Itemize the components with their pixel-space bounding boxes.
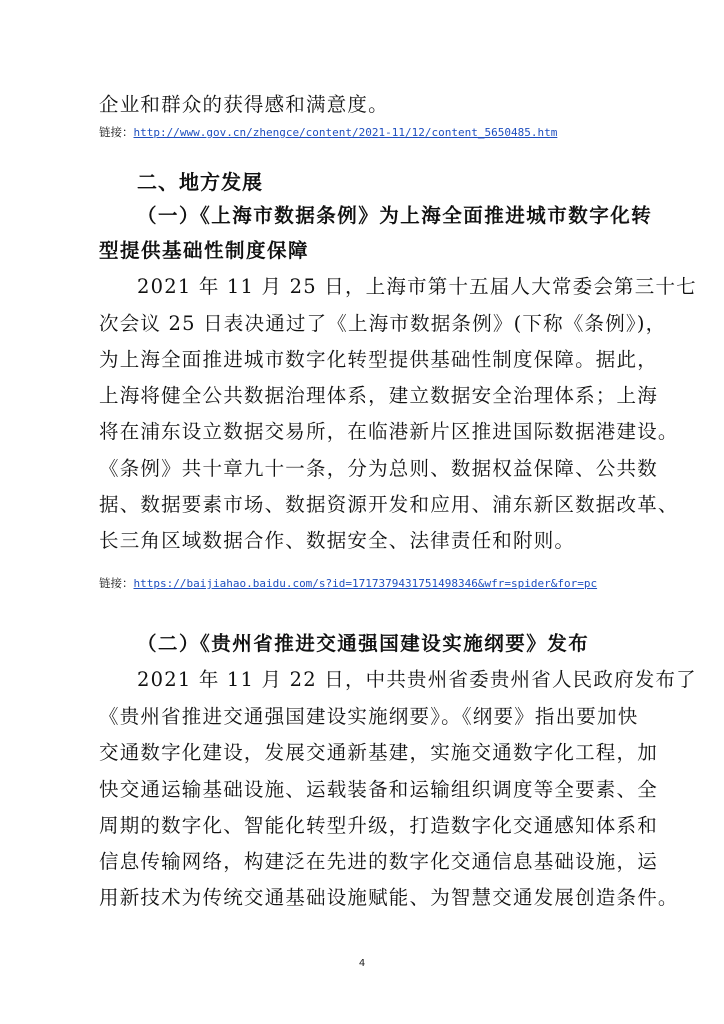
article-2-body-line: 快交通运输基础设施、运载装备和运输组织调度等全要素、全 <box>99 778 658 801</box>
article-1-body-line: 次会议 25 日表决通过了《上海市数据条例》(下称《条例》)， <box>99 312 667 335</box>
link-label: 链接： <box>99 576 134 590</box>
article-2-body-line: 2021 年 11 月 22 日，中共贵州省委贵州省人民政府发布了 <box>137 668 697 691</box>
article-1-body-line: 长三角区域数据合作、数据安全、法律责任和附则。 <box>99 529 576 552</box>
article-1-title-line-2: 型提供基础性制度保障 <box>99 239 310 262</box>
article-1-link[interactable]: https://baijiahao.baidu.com/s?id=1717379431751498346&wfr=spider&for=pc <box>133 577 598 590</box>
article-2-body-line: 周期的数字化、智能化转型升级，打造数字化交通感知体系和 <box>99 814 658 837</box>
article-2-body-line: 交通数字化建设，发展交通新基建，实施交通数字化工程，加 <box>99 741 658 764</box>
article-2-body-line: 《贵州省推进交通强国建设实施纲要》。《纲要》指出要加快 <box>99 705 639 728</box>
article-1-body-line: 将在浦东设立数据交易所，在临港新片区推进国际数据港建设。 <box>99 420 679 443</box>
link-label: 链接： <box>99 125 134 139</box>
intro-link[interactable]: http://www.gov.cn/zhengce/content/2021-11/12/content_5650485.htm <box>133 126 558 139</box>
section-heading-local: 二、地方发展 <box>137 170 263 194</box>
article-1-body-line: 《条例》共十章九十一条，分为总则、数据权益保障、公共数 <box>99 457 658 480</box>
intro-link-row <box>99 124 557 141</box>
article-1-title-line-1: （一）《上海市数据条例》为上海全面推进城市数字化转 <box>137 204 653 227</box>
article-1-body-line: 为上海全面推进城市数字化转型提供基础性制度保障。据此， <box>99 348 658 371</box>
article-1-link-row <box>99 575 597 592</box>
article-1-body-line: 上海将健全公共数据治理体系，建立数据安全治理体系；上海 <box>99 384 658 407</box>
intro-tail-text: 企业和群众的获得感和满意度。 <box>99 93 389 116</box>
article-2-title: （二）《贵州省推进交通强国建设实施纲要》发布 <box>137 632 590 655</box>
article-1-body-line: 2021 年 11 月 25 日，上海市第十五届人大常委会第三十七 <box>137 275 697 298</box>
article-2-body-line: 用新技术为传统交通基础设施赋能、为智慧交通发展创造条件。 <box>99 886 679 909</box>
page-number: 4 <box>358 958 366 969</box>
article-2-body-line: 信息传输网络，构建泛在先进的数字化交通信息基础设施，运 <box>99 850 658 873</box>
article-1-body-line: 据、数据要素市场、数据资源开发和应用、浦东新区数据改革、 <box>99 493 679 516</box>
